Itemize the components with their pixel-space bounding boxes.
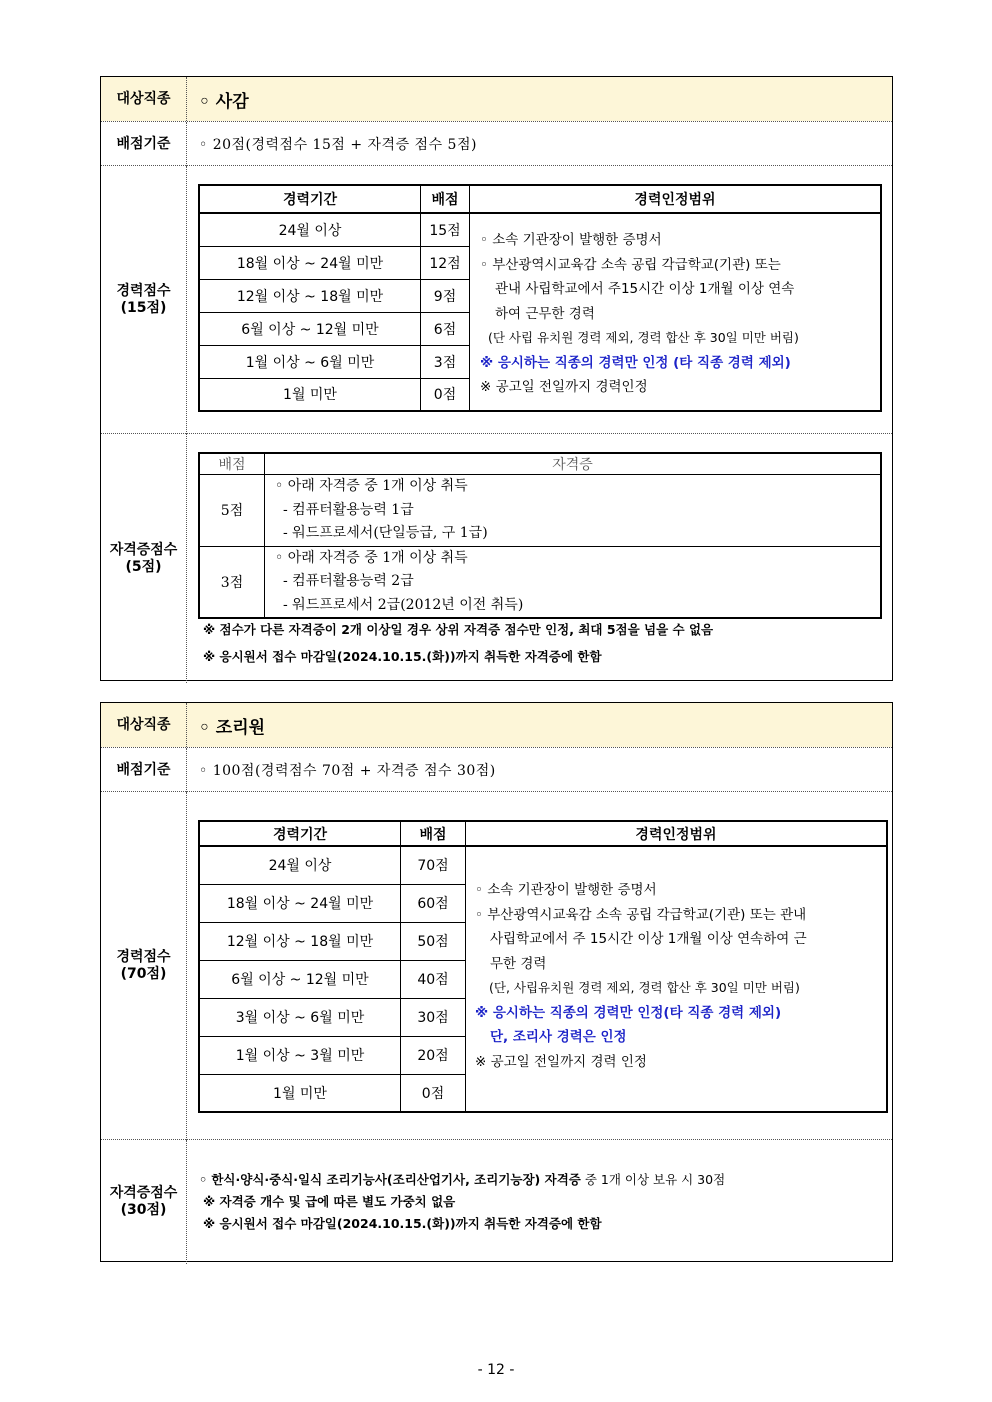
cert-line: ◦ 아래 자격증 중 1개 이상 취득 — [275, 478, 468, 494]
range-line-emphasis: ※ 응시하는 직종의 경력만 인정 (타 직종 경력 제외) — [480, 354, 791, 371]
career-header-range: 경력인정범위 — [470, 185, 882, 213]
career-row — [101, 165, 892, 434]
cert-label-text: 자격증점수 — [109, 1185, 178, 1201]
cert-row — [101, 1139, 892, 1264]
career-range-text — [475, 878, 881, 1074]
job-label: 대상직종 — [101, 703, 187, 747]
career-points: 20점 — [401, 1036, 466, 1074]
cert-items — [265, 546, 882, 618]
career-points: 60점 — [401, 884, 466, 922]
range-line: ◦ 부산광역시교육감 소속 공립 각급학교(기관) 또는 관내 — [475, 906, 807, 923]
career-period: 18월 이상 ~ 24월 미만 — [199, 884, 401, 922]
cert-row — [101, 433, 892, 683]
range-line: ※ 공고일 전일까지 경력인정 — [480, 379, 648, 395]
career-label-text: 경력점수 — [116, 949, 171, 965]
cert-main-bold: ◦ 한식·양식·중식·일식 조리기능사(조리산업기사, 조리기능장) 자격증 — [199, 1172, 581, 1187]
career-points: 30점 — [401, 998, 466, 1036]
section-cook — [100, 702, 893, 1262]
cert-label-text: 자격증점수 — [109, 541, 178, 558]
cert-points: 5점 — [199, 475, 265, 547]
range-line: (단 사립 유치원 경력 제외, 경력 합산 후 30일 미만 버림) — [488, 330, 799, 345]
score-text: ◦ 20점(경력점수 15점 + 자격증 점수 5점) — [199, 137, 477, 153]
cert-note: ※ 응시원서 접수 마감일(2024.10.15.(화))까지 취득한 자격증에 한함 — [203, 1216, 602, 1231]
job-name: ◦ 조리원 — [199, 717, 266, 738]
career-label-sub: (15점) — [120, 300, 167, 316]
career-header-points: 배점 — [401, 821, 466, 846]
section-dorm-supervisor — [100, 76, 893, 681]
cert-line: - 워드프로세서 2급(2012년 이전 취득) — [283, 596, 524, 613]
career-period: 6월 이상 ~ 12월 미만 — [199, 312, 421, 345]
cert-line: ◦ 아래 자격증 중 1개 이상 취득 — [275, 549, 468, 566]
career-header-range: 경력인정범위 — [466, 821, 888, 846]
score-row — [101, 121, 892, 166]
career-period: 1월 이상 ~ 6월 미만 — [199, 345, 421, 378]
career-period: 12월 이상 ~ 18월 미만 — [199, 922, 401, 960]
cert-label — [101, 1140, 187, 1264]
career-period: 6월 이상 ~ 12월 미만 — [199, 960, 401, 998]
range-line: 무한 경력 — [490, 955, 547, 972]
cert-line: - 워드프로세서(단일등급, 구 1급) — [283, 525, 488, 541]
career-points: 50점 — [401, 922, 466, 960]
cert-note: ※ 자격증 개수 및 급에 따른 별도 가중치 없음 — [203, 1194, 456, 1209]
range-line: 하여 근무한 경력 — [495, 305, 595, 322]
cert-table — [198, 452, 882, 619]
cert-line: - 컴퓨터활용능력 1급 — [283, 501, 414, 518]
career-row — [101, 791, 892, 1140]
career-points: 40점 — [401, 960, 466, 998]
range-line-emphasis: ※ 응시하는 직종의 경력만 인정(타 직종 경력 제외) — [475, 1004, 782, 1021]
career-points: 12점 — [421, 246, 470, 279]
career-period: 1월 이상 ~ 3월 미만 — [199, 1036, 401, 1074]
cert-header-points: 배점 — [199, 453, 265, 475]
range-line: ◦ 소속 기관장이 발행한 증명서 — [480, 232, 662, 248]
career-label-text: 경력점수 — [116, 283, 171, 299]
career-period: 12월 이상 ~ 18월 미만 — [199, 279, 421, 312]
range-line: ※ 공고일 전일까지 경력 인정 — [475, 1053, 647, 1070]
range-line: ◦ 부산광역시교육감 소속 공립 각급학교(기관) 또는 — [480, 256, 781, 273]
cert-points: 3점 — [199, 546, 265, 618]
range-line: 사립학교에서 주 15시간 이상 1개월 이상 연속하여 근 — [490, 931, 807, 947]
career-points: 70점 — [401, 846, 466, 884]
range-line: 관내 사립학교에서 주15시간 이상 1개월 이상 연속 — [495, 281, 795, 297]
career-points: 0점 — [421, 378, 470, 411]
range-line: ◦ 소속 기관장이 발행한 증명서 — [475, 882, 657, 898]
cert-items — [265, 475, 882, 547]
score-text: ◦ 100점(경력점수 70점 + 자격증 점수 30점) — [199, 763, 496, 779]
career-period: 1월 미만 — [199, 1074, 401, 1112]
career-period: 24월 이상 — [199, 213, 421, 246]
score-label: 배점기준 — [101, 122, 187, 166]
score-label: 배점기준 — [101, 748, 187, 792]
career-points: 3점 — [421, 345, 470, 378]
job-row — [101, 703, 892, 747]
cert-note: ※ 점수가 다른 자격증이 2개 이상일 경우 상위 자격증 점수만 인정, 최대 5점을 넘을 수 없음 — [203, 622, 714, 637]
cert-header-name: 자격증 — [265, 453, 882, 475]
cert-line: - 컴퓨터활용능력 2급 — [283, 573, 414, 589]
score-row — [101, 747, 892, 792]
career-points: 15점 — [421, 213, 470, 246]
career-points: 9점 — [421, 279, 470, 312]
career-label — [101, 792, 187, 1140]
career-period: 18월 이상 ~ 24월 미만 — [199, 246, 421, 279]
career-label-sub: (70점) — [120, 966, 167, 982]
cert-label-sub: (5점) — [125, 558, 162, 575]
page-number: - 12 - — [477, 1362, 515, 1378]
cert-main-rest: 중 1개 이상 보유 시 30점 — [580, 1172, 726, 1187]
career-range-text — [480, 228, 876, 400]
career-header-points: 배점 — [421, 185, 470, 213]
career-header-period: 경력기간 — [199, 821, 401, 846]
job-label: 대상직종 — [101, 77, 187, 121]
range-line: (단, 사립유치원 경력 제외, 경력 합산 후 30일 미만 버림) — [489, 980, 800, 995]
range-line-emphasis: 단, 조리사 경력은 인정 — [490, 1029, 627, 1045]
cert-note: ※ 응시원서 접수 마감일(2024.10.15.(화))까지 취득한 자격증에 한함 — [203, 649, 602, 664]
job-row — [101, 77, 892, 121]
career-points: 6점 — [421, 312, 470, 345]
cert-label-sub: (30점) — [120, 1202, 167, 1218]
career-header-period: 경력기간 — [199, 185, 421, 213]
cert-label — [101, 434, 187, 683]
career-period: 3월 이상 ~ 6월 미만 — [199, 998, 401, 1036]
career-period: 24월 이상 — [199, 846, 401, 884]
cert-main — [199, 1170, 725, 1188]
career-label — [101, 166, 187, 434]
job-name: ◦ 사감 — [199, 91, 249, 112]
career-period: 1월 미만 — [199, 378, 421, 411]
career-points: 0점 — [401, 1074, 466, 1112]
